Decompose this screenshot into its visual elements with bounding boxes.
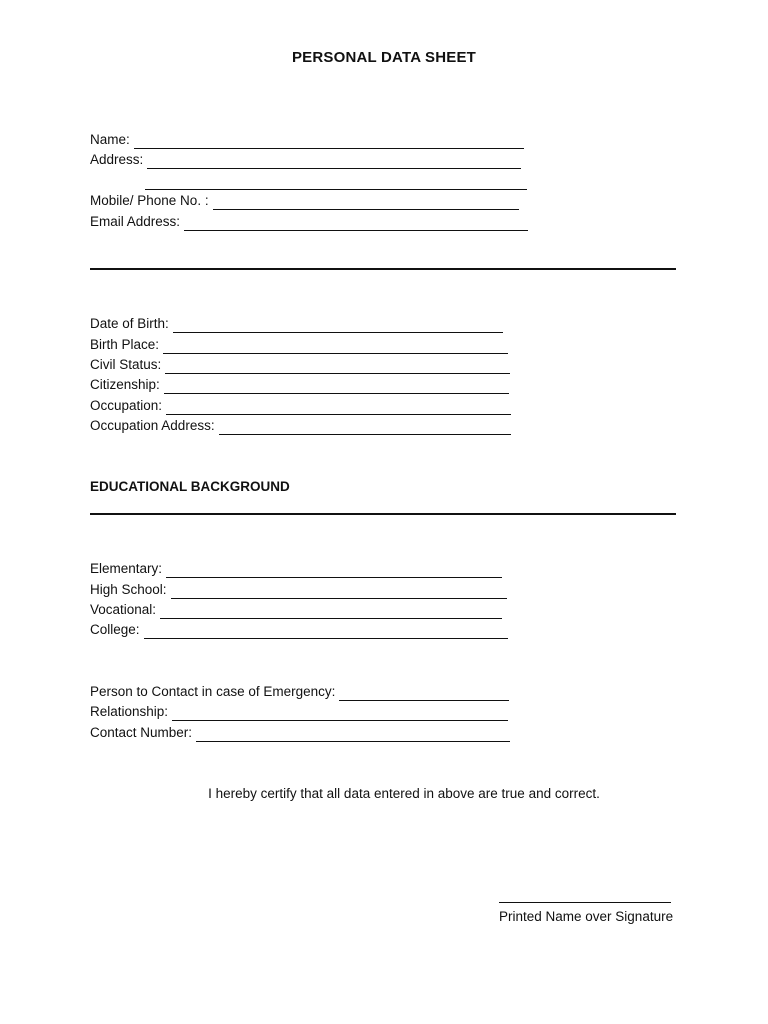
emergency-contact-label: Person to Contact in case of Emergency: (90, 684, 336, 699)
citizenship-field[interactable] (90, 376, 509, 394)
birth-place-label: Birth Place: (90, 337, 160, 352)
civil-status-blank[interactable] (165, 359, 510, 374)
vocational-blank[interactable] (160, 604, 502, 619)
date-of-birth-field[interactable] (90, 315, 503, 333)
college-field[interactable] (90, 621, 508, 639)
address-blank-2[interactable] (145, 175, 527, 190)
mobile-blank[interactable] (213, 195, 519, 210)
date-of-birth-blank[interactable] (173, 318, 503, 333)
emergency-contact-field[interactable] (90, 683, 509, 701)
elementary-label: Elementary: (90, 561, 163, 576)
page-title: PERSONAL DATA SHEET (291, 49, 477, 66)
high-school-blank[interactable] (171, 584, 507, 599)
relationship-blank[interactable] (172, 706, 508, 721)
mobile-field[interactable] (90, 192, 519, 210)
contact-number-label: Contact Number: (90, 725, 193, 740)
contact-number-field[interactable] (90, 724, 510, 742)
occupation-field[interactable] (90, 397, 511, 415)
relationship-label: Relationship: (90, 704, 169, 719)
elementary-field[interactable] (90, 560, 502, 578)
birth-place-field[interactable] (90, 336, 508, 354)
name-blank[interactable] (134, 134, 524, 149)
elementary-blank[interactable] (166, 563, 502, 578)
emergency-contact-blank[interactable] (339, 686, 509, 701)
contact-number-blank[interactable] (196, 727, 510, 742)
occupation-address-field[interactable] (90, 417, 511, 435)
occupation-blank[interactable] (166, 400, 511, 415)
mobile-label: Mobile/ Phone No. : (90, 193, 209, 208)
education-divider (90, 513, 676, 515)
certification-statement: I hereby certify that all data entered in above are true and correct. (208, 786, 600, 801)
birth-place-blank[interactable] (163, 339, 508, 354)
signature-label: Printed Name over Signature (499, 909, 674, 924)
address-field[interactable] (90, 151, 521, 169)
name-label: Name: (90, 132, 130, 147)
email-label: Email Address: (90, 214, 181, 229)
civil-status-field[interactable] (90, 356, 510, 374)
name-field[interactable] (90, 131, 524, 149)
email-field[interactable] (90, 213, 528, 231)
education-heading: EDUCATIONAL BACKGROUND (90, 479, 290, 494)
vocational-field[interactable] (90, 601, 502, 619)
relationship-field[interactable] (90, 703, 508, 721)
high-school-field[interactable] (90, 581, 507, 599)
date-of-birth-label: Date of Birth: (90, 316, 169, 331)
occupation-address-blank[interactable] (219, 420, 511, 435)
citizenship-blank[interactable] (164, 379, 509, 394)
occupation-address-label: Occupation Address: (90, 418, 215, 433)
address-label: Address: (90, 152, 144, 167)
college-label: College: (90, 622, 140, 637)
vocational-label: Vocational: (90, 602, 157, 617)
occupation-label: Occupation: (90, 398, 163, 413)
address-field-line-2[interactable] (145, 172, 527, 190)
college-blank[interactable] (144, 624, 508, 639)
address-blank[interactable] (147, 154, 521, 169)
section-divider (90, 268, 676, 270)
civil-status-label: Civil Status: (90, 357, 162, 372)
high-school-label: High School: (90, 582, 167, 597)
email-blank[interactable] (184, 216, 528, 231)
signature-line[interactable] (499, 902, 671, 903)
citizenship-label: Citizenship: (90, 377, 160, 392)
